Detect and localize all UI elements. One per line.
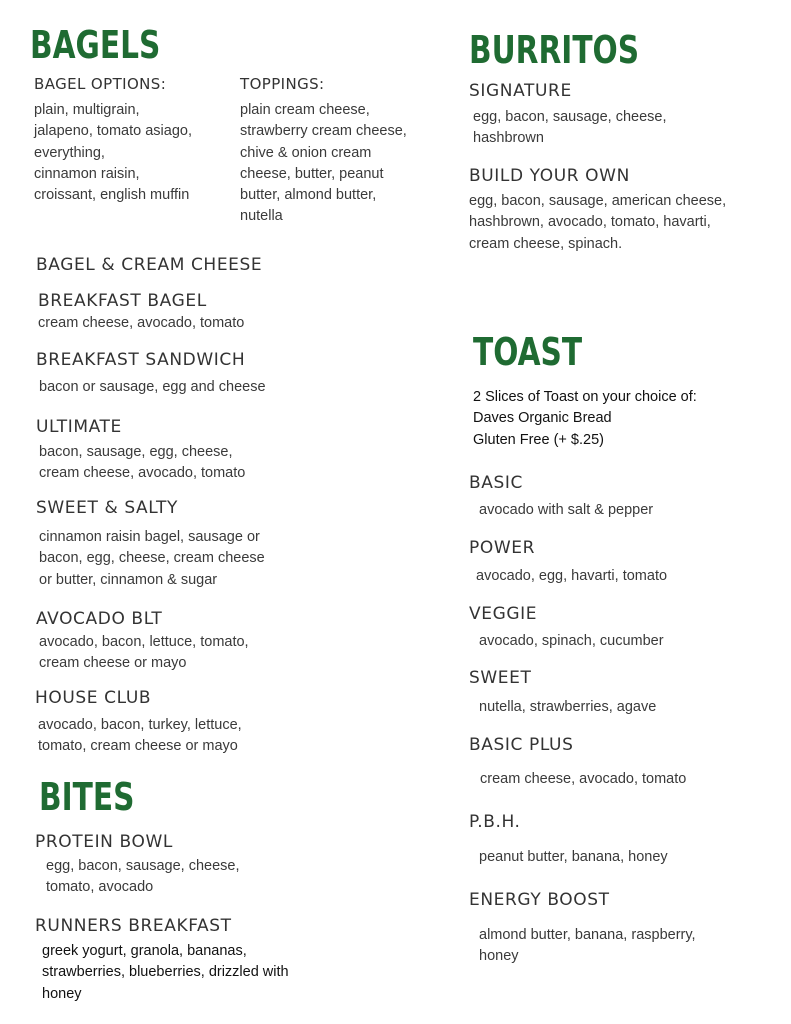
menu-item-name: SIGNATURE <box>469 81 572 101</box>
description-line: cinnamon raisin bagel, sausage or <box>39 529 260 545</box>
description-line: hashbrown, avocado, tomato, havarti, <box>469 214 711 231</box>
menu-item-description <box>479 697 656 718</box>
description-line: tomato, cream cheese or mayo <box>38 738 238 755</box>
menu-item-name: HOUSE CLUB <box>35 688 152 708</box>
description-line: greek yogurt, granola, bananas, <box>42 943 247 959</box>
toppings-list <box>240 100 407 228</box>
description-line: egg, bacon, sausage, cheese, <box>473 109 667 125</box>
menu-item-description <box>479 500 653 521</box>
topping-line: nutella <box>240 208 283 225</box>
menu-item-description <box>38 715 242 758</box>
description-line: cream cheese, spinach. <box>469 235 623 252</box>
menu-item-name: P.B.H. <box>469 812 521 832</box>
menu-item-description <box>469 191 726 255</box>
intro-line: Gluten Free (+ $.25) <box>473 431 604 448</box>
description-line: tomato, avocado <box>46 879 154 896</box>
menu-item-description <box>39 377 266 398</box>
topping-line: chive & onion cream <box>240 144 372 161</box>
description-line: almond butter, banana, raspberry, <box>479 927 696 943</box>
menu-item-description <box>480 769 686 790</box>
bagel-option-line: everything, <box>34 144 105 161</box>
menu-item-name: AVOCADO BLT <box>36 609 163 629</box>
intro-line: 2 Slices of Toast on your choice of: <box>473 389 697 405</box>
description-line: cream cheese, avocado, tomato <box>39 465 246 482</box>
description-line: avocado, spinach, cucumber <box>479 633 664 649</box>
description-line: cream cheese, avocado, tomato <box>38 315 245 331</box>
description-line: avocado, egg, havarti, tomato <box>476 568 668 584</box>
menu-item-name: POWER <box>469 538 535 558</box>
description-line: strawberries, blueberries, drizzled with <box>42 964 289 981</box>
bagel-option-line: jalapeno, tomato asiago, <box>34 123 192 140</box>
bagel-options-heading: BAGEL OPTIONS: <box>34 75 167 93</box>
menu-item-name: ENERGY BOOST <box>469 890 610 910</box>
bagel-option-line: cinnamon raisin, <box>34 165 140 182</box>
bites-section-title: BITES <box>39 775 135 819</box>
toast-intro <box>473 387 697 451</box>
description-line: egg, bacon, sausage, cheese, <box>46 858 240 874</box>
description-line: egg, bacon, sausage, american cheese, <box>469 193 727 209</box>
description-line: bacon, egg, cheese, cream cheese <box>39 550 265 567</box>
bagel-options-list <box>34 100 192 206</box>
description-line: bacon, sausage, egg, cheese, <box>39 444 233 460</box>
bagels-section-title: BAGELS <box>30 23 161 67</box>
menu-item-description <box>479 847 668 868</box>
topping-line: strawberry cream cheese, <box>240 123 407 140</box>
menu-item-name: BREAKFAST BAGEL <box>38 291 207 311</box>
menu-item-name: SWEET & SALTY <box>36 498 178 518</box>
menu-item-description <box>46 856 239 899</box>
description-line: cream cheese or mayo <box>39 655 187 672</box>
menu-item-name: BASIC <box>469 473 523 493</box>
description-line: bacon or sausage, egg and cheese <box>39 379 266 395</box>
toppings-heading: TOPPINGS: <box>240 75 325 93</box>
description-line: avocado, bacon, lettuce, tomato, <box>39 634 249 650</box>
description-line: avocado, bacon, turkey, lettuce, <box>38 717 242 733</box>
menu-item-name: BAGEL & CREAM CHEESE <box>36 255 263 275</box>
description-line: hashbrown <box>473 130 544 147</box>
menu-item-description <box>479 631 664 652</box>
bagel-option-line: plain, multigrain, <box>34 102 140 118</box>
toast-section-title: TOAST <box>473 330 583 374</box>
description-line: honey <box>42 985 82 1002</box>
description-line: nutella, strawberries, agave <box>479 699 657 715</box>
menu-item-name: RUNNERS BREAKFAST <box>35 916 232 936</box>
menu-item-description <box>39 442 245 485</box>
menu-item-name: SWEET <box>469 668 532 688</box>
topping-line: butter, almond butter, <box>240 187 377 204</box>
bagel-option-line: croissant, english muffin <box>34 187 190 204</box>
description-line: peanut butter, banana, honey <box>479 849 668 865</box>
description-line: cream cheese, avocado, tomato <box>480 771 687 787</box>
description-line: honey <box>479 948 519 965</box>
menu-item-description <box>39 632 249 675</box>
menu-item-name: PROTEIN BOWL <box>35 832 173 852</box>
menu-item-name: BUILD YOUR OWN <box>469 166 630 186</box>
menu-item-name: BREAKFAST SANDWICH <box>36 350 246 370</box>
menu-item-name: ULTIMATE <box>36 417 122 437</box>
menu-item-description <box>38 313 244 334</box>
menu-item-description <box>476 566 667 587</box>
menu-item-name: BASIC PLUS <box>469 735 574 755</box>
menu-item-description <box>473 107 666 150</box>
topping-line: cheese, butter, peanut <box>240 165 384 182</box>
topping-line: plain cream cheese, <box>240 102 370 118</box>
menu-item-description <box>479 925 696 968</box>
menu-item-name: VEGGIE <box>469 604 538 624</box>
burritos-section-title: BURRITOS <box>469 28 640 72</box>
description-line: avocado with salt & pepper <box>479 502 654 518</box>
description-line: or butter, cinnamon & sugar <box>39 571 218 588</box>
menu-item-description <box>42 941 289 1005</box>
menu-item-description <box>39 527 265 591</box>
intro-line: Daves Organic Bread <box>473 410 612 427</box>
